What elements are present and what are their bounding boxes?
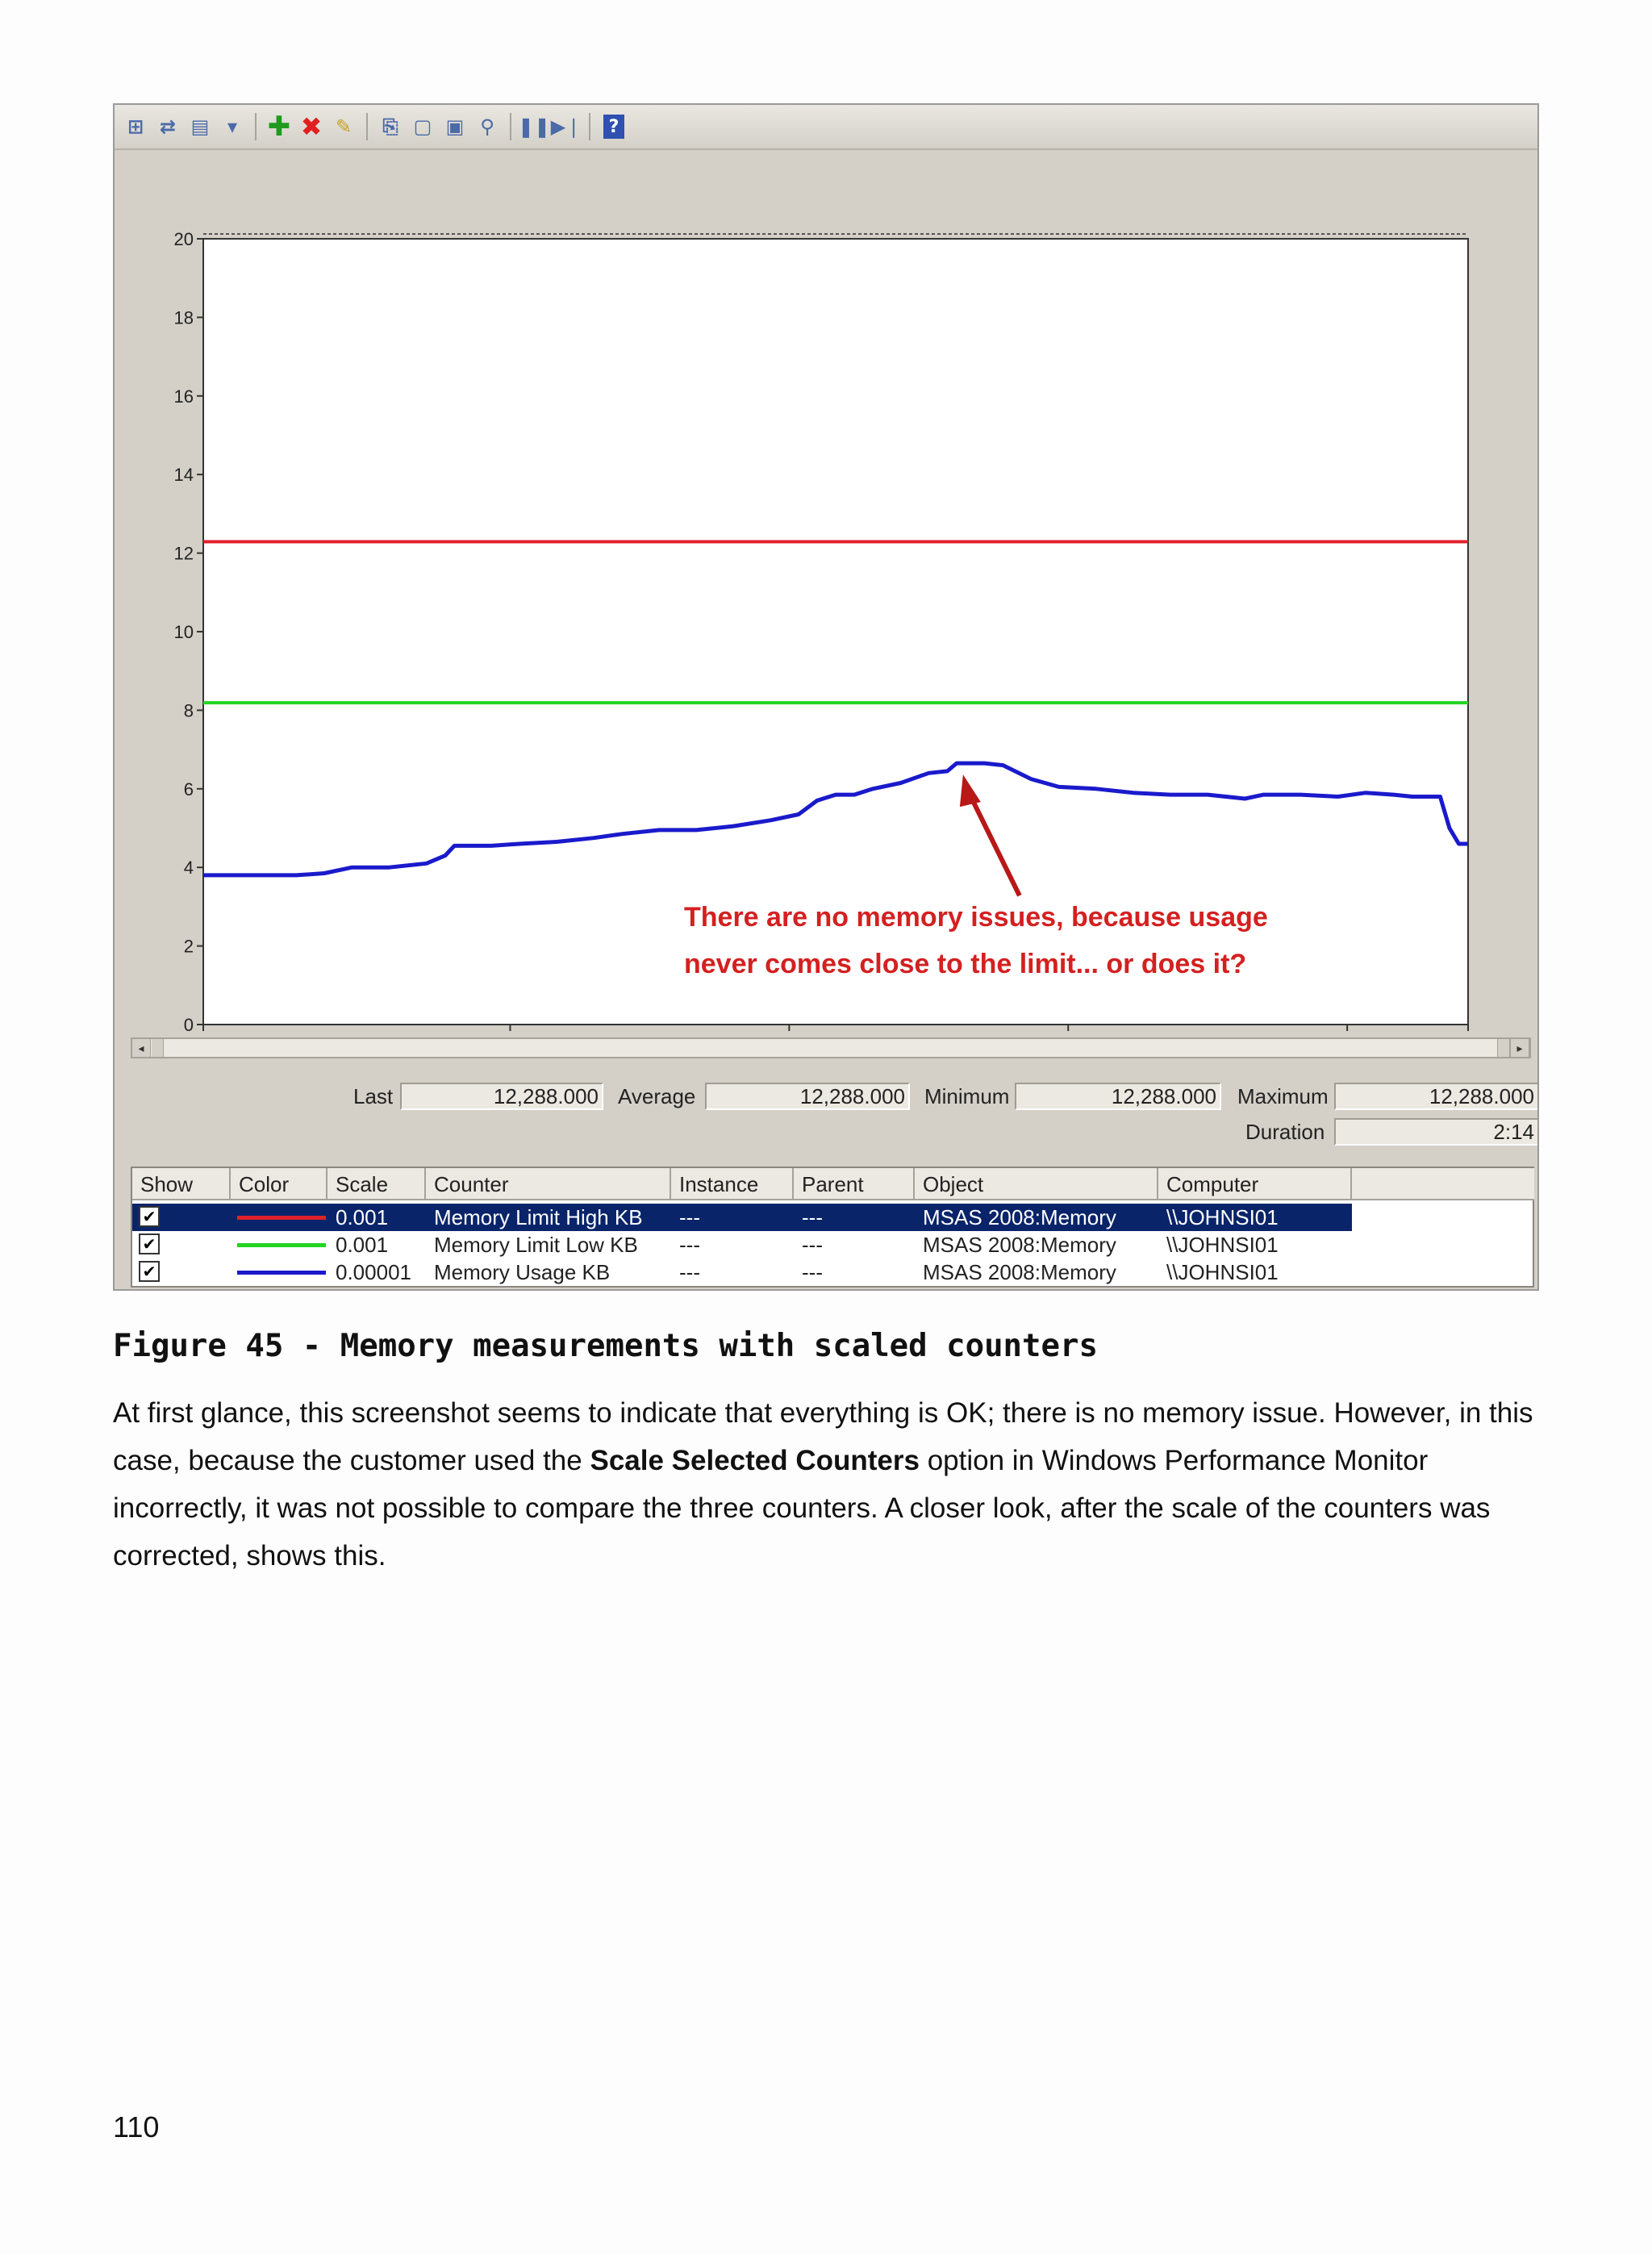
- annotation-line-1: There are no memory issues, because usage: [684, 902, 1268, 933]
- last-value: 12,288.000: [400, 1083, 603, 1110]
- legend-header: [132, 1168, 1533, 1202]
- cell-parent: ---: [802, 1260, 823, 1284]
- view-current-activity-icon[interactable]: ⊞: [127, 115, 144, 138]
- help-icon[interactable]: ?: [603, 115, 624, 139]
- toolbar-separator: [255, 113, 257, 140]
- show-checkbox[interactable]: ✔: [139, 1261, 160, 1282]
- y-tick-label: 2: [183, 936, 194, 957]
- cell-instance: ---: [679, 1260, 700, 1284]
- copy-properties-icon[interactable]: ⎘: [382, 115, 398, 138]
- statistics-bar: [115, 1071, 1537, 1152]
- page-number: 110: [113, 2110, 160, 2143]
- graph-type-menu-icon[interactable]: ▤: [190, 115, 210, 138]
- toolbar-separator: [589, 113, 590, 140]
- cell-scale: 0.001: [336, 1205, 389, 1229]
- counter-legend-table: [131, 1167, 1534, 1288]
- cell-computer: \\JOHNSI01: [1166, 1233, 1279, 1257]
- paste-counter-list-icon[interactable]: ▢: [413, 115, 432, 138]
- cell-parent: ---: [802, 1233, 823, 1257]
- scroll-left-icon[interactable]: ◂: [132, 1039, 151, 1057]
- scroll-thumb[interactable]: [152, 1039, 164, 1057]
- cell-scale: 0.00001: [336, 1260, 411, 1284]
- col-show[interactable]: Show: [132, 1168, 231, 1200]
- minimum-label: Minimum: [924, 1084, 1010, 1108]
- color-swatch: [237, 1216, 326, 1220]
- cell-object: MSAS 2008:Memory: [923, 1233, 1116, 1257]
- color-swatch: [237, 1243, 326, 1247]
- y-tick-label: 14: [173, 465, 194, 486]
- minimum-value: 12,288.000: [1015, 1083, 1221, 1110]
- y-tick-label: 18: [173, 307, 194, 328]
- col-counter[interactable]: Counter: [426, 1168, 671, 1200]
- paragraph-text-start: At first glance, this screenshot seems to indicate that everything is OK; there is no memory issue. However, in this case, because the customer used the: [113, 1397, 1533, 1476]
- cell-parent: ---: [802, 1205, 823, 1229]
- y-tick-label: 20: [173, 229, 194, 249]
- paragraph-text-end: option in Windows Performance Monitor incorrectly, it was not possible to compare the three counters. A closer look, after the scale of the counters was corrected, shows this.: [113, 1445, 1491, 1572]
- maximum-value: 12,288.000: [1334, 1083, 1539, 1110]
- cell-computer: \\JOHNSI01: [1166, 1205, 1279, 1229]
- cell-instance: ---: [679, 1205, 700, 1229]
- performance-monitor-screenshot: [113, 103, 1539, 1291]
- cell-computer: \\JOHNSI01: [1166, 1260, 1279, 1284]
- toolbar-separator: [366, 113, 368, 140]
- last-label: Last: [353, 1084, 394, 1108]
- y-tick-label: 4: [183, 858, 194, 879]
- cell-scale: 0.001: [336, 1233, 389, 1257]
- properties-icon[interactable]: ▣: [445, 115, 465, 138]
- y-tick-label: 16: [173, 386, 194, 407]
- toolbar-separator: [510, 113, 511, 140]
- cell-counter: Memory Usage KB: [434, 1260, 611, 1284]
- duration-label: Duration: [1245, 1120, 1325, 1144]
- average-value: 12,288.000: [705, 1083, 910, 1110]
- legend-row[interactable]: [132, 1258, 1352, 1286]
- cell-counter: Memory Limit Low KB: [434, 1233, 638, 1257]
- y-tick-label: 10: [173, 622, 194, 642]
- horizontal-scrollbar[interactable]: [131, 1037, 1531, 1058]
- y-tick-label: 6: [183, 778, 194, 799]
- paragraph-bold-term: Scale Selected Counters: [590, 1445, 920, 1476]
- cell-instance: ---: [679, 1233, 700, 1257]
- duration-value: 2:14: [1334, 1118, 1539, 1146]
- cell-object: MSAS 2008:Memory: [923, 1260, 1116, 1284]
- line-graph: [115, 152, 1539, 1079]
- col-instance[interactable]: Instance: [671, 1168, 794, 1200]
- col-color[interactable]: Color: [231, 1168, 327, 1200]
- highlight-icon[interactable]: ✎: [335, 115, 353, 138]
- annotation-line-2: never comes close to the limit... or does it?: [684, 949, 1247, 979]
- average-label: Average: [618, 1084, 696, 1108]
- graph-area: [115, 152, 1537, 1104]
- y-tick-label: 0: [183, 1015, 194, 1035]
- col-filler: [1352, 1168, 1534, 1200]
- y-tick-label: 12: [173, 543, 194, 564]
- maximum-label: Maximum: [1237, 1084, 1329, 1108]
- col-object[interactable]: Object: [915, 1168, 1158, 1200]
- cell-object: MSAS 2008:Memory: [923, 1205, 1116, 1229]
- cell-counter: Memory Limit High KB: [434, 1205, 643, 1229]
- col-scale[interactable]: Scale: [327, 1168, 426, 1200]
- body-paragraph: [113, 1389, 1549, 1580]
- zoom-icon[interactable]: ⚲: [480, 115, 494, 138]
- color-swatch: [237, 1271, 326, 1275]
- legend-row[interactable]: [132, 1204, 1352, 1231]
- legend-row[interactable]: [132, 1231, 1352, 1258]
- col-parent[interactable]: Parent: [794, 1168, 915, 1200]
- add-counter-icon[interactable]: ✚: [267, 111, 291, 143]
- change-graph-type-icon[interactable]: ⇄: [159, 115, 177, 138]
- toolbar: [115, 105, 1537, 150]
- scroll-right-icon[interactable]: ▸: [1510, 1039, 1529, 1057]
- show-checkbox[interactable]: ✔: [139, 1233, 160, 1254]
- delete-counter-icon[interactable]: ✖: [300, 111, 323, 142]
- freeze-display-icon[interactable]: ❚❚: [517, 115, 551, 138]
- col-computer[interactable]: Computer: [1158, 1168, 1352, 1200]
- scroll-thumb-right[interactable]: [1497, 1039, 1510, 1057]
- figure-caption: Figure 45 - Memory measurements with scaled counters: [113, 1328, 1098, 1364]
- update-data-icon[interactable]: ▶❘: [550, 115, 582, 138]
- y-tick-label: 8: [183, 700, 194, 721]
- show-checkbox[interactable]: ✔: [139, 1206, 160, 1227]
- dropdown-arrow-icon[interactable]: ▾: [227, 115, 238, 138]
